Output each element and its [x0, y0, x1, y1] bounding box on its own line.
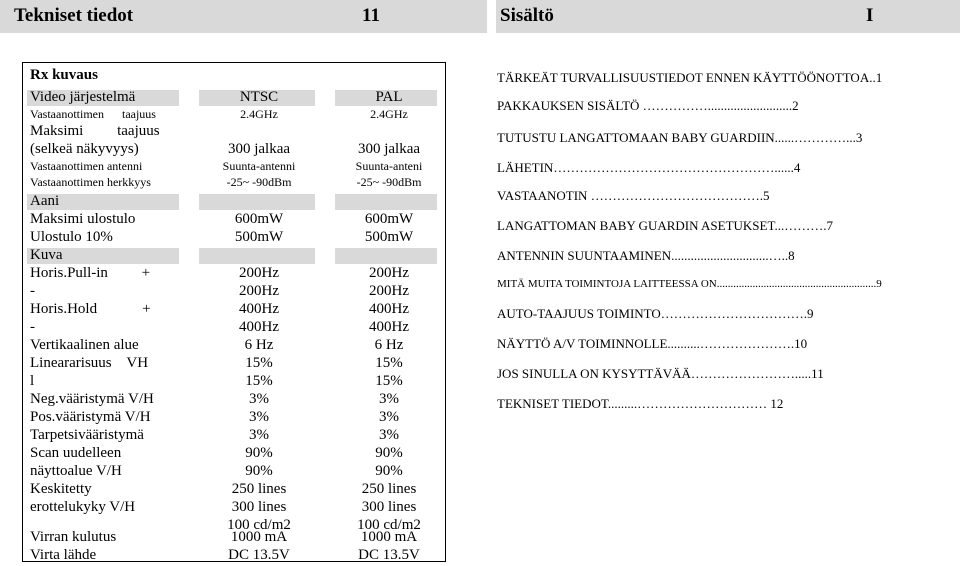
- spec-label: Keskitetty: [30, 481, 92, 497]
- spec-ntsc-value: 500mW: [234, 229, 284, 245]
- spec-pal-value: 90%: [375, 463, 403, 479]
- spec-pal-value: Suunta-anteni: [355, 159, 423, 173]
- spec-pal-value: 1000 mA: [360, 529, 418, 545]
- spec-ntsc-value: -25~ -90dBm: [226, 175, 292, 189]
- spec-pal-value: 15%: [375, 355, 403, 371]
- section-band: [199, 194, 315, 210]
- spec-pal-value: 3%: [379, 427, 399, 443]
- spec-ntsc-value: 6 Hz: [244, 337, 274, 353]
- spec-label: Neg.vääristymä V/H: [30, 391, 154, 407]
- spec-ntsc-value: 15%: [245, 373, 273, 389]
- spec-pal-value: 100 cd/m2: [357, 517, 421, 533]
- spec-pal-value: 200Hz: [369, 283, 409, 299]
- spec-label: Kuva: [30, 247, 63, 263]
- spec-pal-value: 400Hz: [369, 301, 409, 317]
- spec-ntsc-value: 3%: [249, 409, 269, 425]
- spec-label: Aani: [30, 193, 60, 209]
- spec-label: Virta lähde: [30, 547, 97, 563]
- spec-pal-value: 3%: [379, 409, 399, 425]
- spec-label: Scan uudelleen: [30, 445, 122, 461]
- spec-pal-value: 200Hz: [369, 265, 409, 281]
- right-page-header: [496, 0, 960, 33]
- left-header-page-number: 11: [362, 5, 380, 26]
- spec-ntsc-value: 15%: [245, 355, 273, 371]
- spec-label: Horis.Hold +: [30, 301, 151, 317]
- spec-label: näyttoalue V/H: [30, 463, 122, 479]
- spec-ntsc-value: 300 lines: [231, 499, 287, 515]
- spec-label: Vertikaalinen alue: [30, 337, 139, 353]
- spec-pal-value: 600mW: [364, 211, 414, 227]
- section-band: [335, 248, 437, 264]
- spec-ntsc-value: 600mW: [234, 211, 284, 227]
- toc-entry: NÄYTTÖ A/V TOIMINNOLLE..........………………….10: [497, 336, 808, 351]
- spec-label: -: [30, 283, 35, 299]
- spec-pal-value: 15%: [375, 373, 403, 389]
- spec-table-title-text: Rx kuvaus: [30, 67, 98, 83]
- spec-label: Virran kulutus: [30, 529, 117, 545]
- spec-pal-value: 3%: [379, 391, 399, 407]
- spec-pal-value: 300 jalkaa: [357, 141, 421, 157]
- toc-entry: AUTO-TAAJUUS TOIMINTO…………………………….9: [497, 306, 814, 321]
- section-band: [199, 248, 315, 264]
- spec-ntsc-value: 2.4GHz: [240, 107, 278, 121]
- spec-label: Ulostulo 10%: [30, 229, 113, 245]
- spec-label: Vastaanottimen taajuus: [30, 107, 156, 121]
- right-header-page-number: I: [866, 5, 874, 26]
- spec-label: Maksimi taajuus: [30, 123, 160, 139]
- spec-label: (selkeä näkyvyys): [30, 141, 139, 157]
- spec-pal-value: 400Hz: [369, 319, 409, 335]
- spec-label: Vastaanottimen antenni: [30, 159, 143, 173]
- spec-pal-value: -25~ -90dBm: [356, 175, 422, 189]
- spec-label: Lineararisuus VH: [30, 355, 149, 371]
- toc-entry: TEKNISET TIEDOT.........………………………… 12: [497, 396, 784, 411]
- spec-ntsc-value: NTSC: [239, 89, 279, 105]
- spec-label: Maksimi ulostulo: [30, 211, 136, 227]
- spec-ntsc-value: 400Hz: [239, 319, 279, 335]
- spec-pal-value: 500mW: [364, 229, 414, 245]
- spec-ntsc-value: 100 cd/m2: [227, 517, 291, 533]
- spec-pal-value: PAL: [375, 89, 403, 105]
- toc-entry: LANGATTOMAN BABY GUARDIN ASETUKSET...……….7: [497, 218, 833, 233]
- spec-pal-value: 2.4GHz: [370, 107, 408, 121]
- spec-label: l: [30, 373, 35, 389]
- left-page-header: [0, 0, 487, 33]
- toc-entry: ANTENNIN SUUNTAAMINEN..............................…..8: [497, 248, 795, 263]
- spec-label: Pos.vääristymä V/H: [30, 409, 151, 425]
- toc-entry: TÄRKEÄT TURVALLISUUSTIEDOT ENNEN KÄYTTÖÖNOTTOA..1: [497, 70, 883, 85]
- spec-ntsc-value: 90%: [245, 445, 273, 461]
- spec-ntsc-value: 3%: [249, 391, 269, 407]
- spec-label: Tarpetsivääristymä: [30, 427, 144, 443]
- spec-pal-value: 250 lines: [361, 481, 417, 497]
- right-header-title: Sisältö: [500, 5, 554, 26]
- spec-label: Horis.Pull-in +: [30, 265, 151, 281]
- spec-label: Video järjestelmä: [30, 89, 136, 105]
- spec-ntsc-value: 3%: [249, 427, 269, 443]
- toc-entry: VASTAANOTIN ………………………………….5: [497, 188, 770, 203]
- spec-label: Vastaanottimen herkkyys: [30, 175, 151, 189]
- toc-entry: MITÄ MUITA TOIMINTOJA LAITTEESSA ON..........................................................9: [497, 278, 882, 290]
- spec-ntsc-value: 250 lines: [231, 481, 287, 497]
- spec-ntsc-value: 200Hz: [239, 265, 279, 281]
- spec-ntsc-value: 400Hz: [239, 301, 279, 317]
- spec-pal-value: DC 13.5V: [358, 547, 420, 563]
- spec-table: [22, 62, 446, 562]
- spec-ntsc-value: 200Hz: [239, 283, 279, 299]
- spec-ntsc-value: DC 13.5V: [228, 547, 290, 563]
- spec-pal-value: 6 Hz: [374, 337, 404, 353]
- toc-entry: PAKKAUKSEN SISÄLTÖ ……………..........................2: [497, 98, 799, 113]
- section-band: [335, 194, 437, 210]
- spec-ntsc-value: 90%: [245, 463, 273, 479]
- spec-ntsc-value: 1000 mA: [230, 529, 288, 545]
- spec-ntsc-value: Suunta-antenni: [222, 159, 296, 173]
- toc-entry: LÄHETIN……………………………………………......4: [497, 160, 801, 175]
- spec-pal-value: 90%: [375, 445, 403, 461]
- left-header-title: Tekniset tiedot: [14, 5, 134, 26]
- spec-ntsc-value: 300 jalkaa: [227, 141, 291, 157]
- spec-pal-value: 300 lines: [361, 499, 417, 515]
- toc-entry: TUTUSTU LANGATTOMAAN BABY GUARDIIN......…………...3: [497, 130, 863, 145]
- spec-label: -: [30, 319, 35, 335]
- toc-entry: JOS SINULLA ON KYSYTTÄVÄÄ…………………….....11: [497, 366, 824, 381]
- spec-label: erottelukyky V/H: [30, 499, 136, 515]
